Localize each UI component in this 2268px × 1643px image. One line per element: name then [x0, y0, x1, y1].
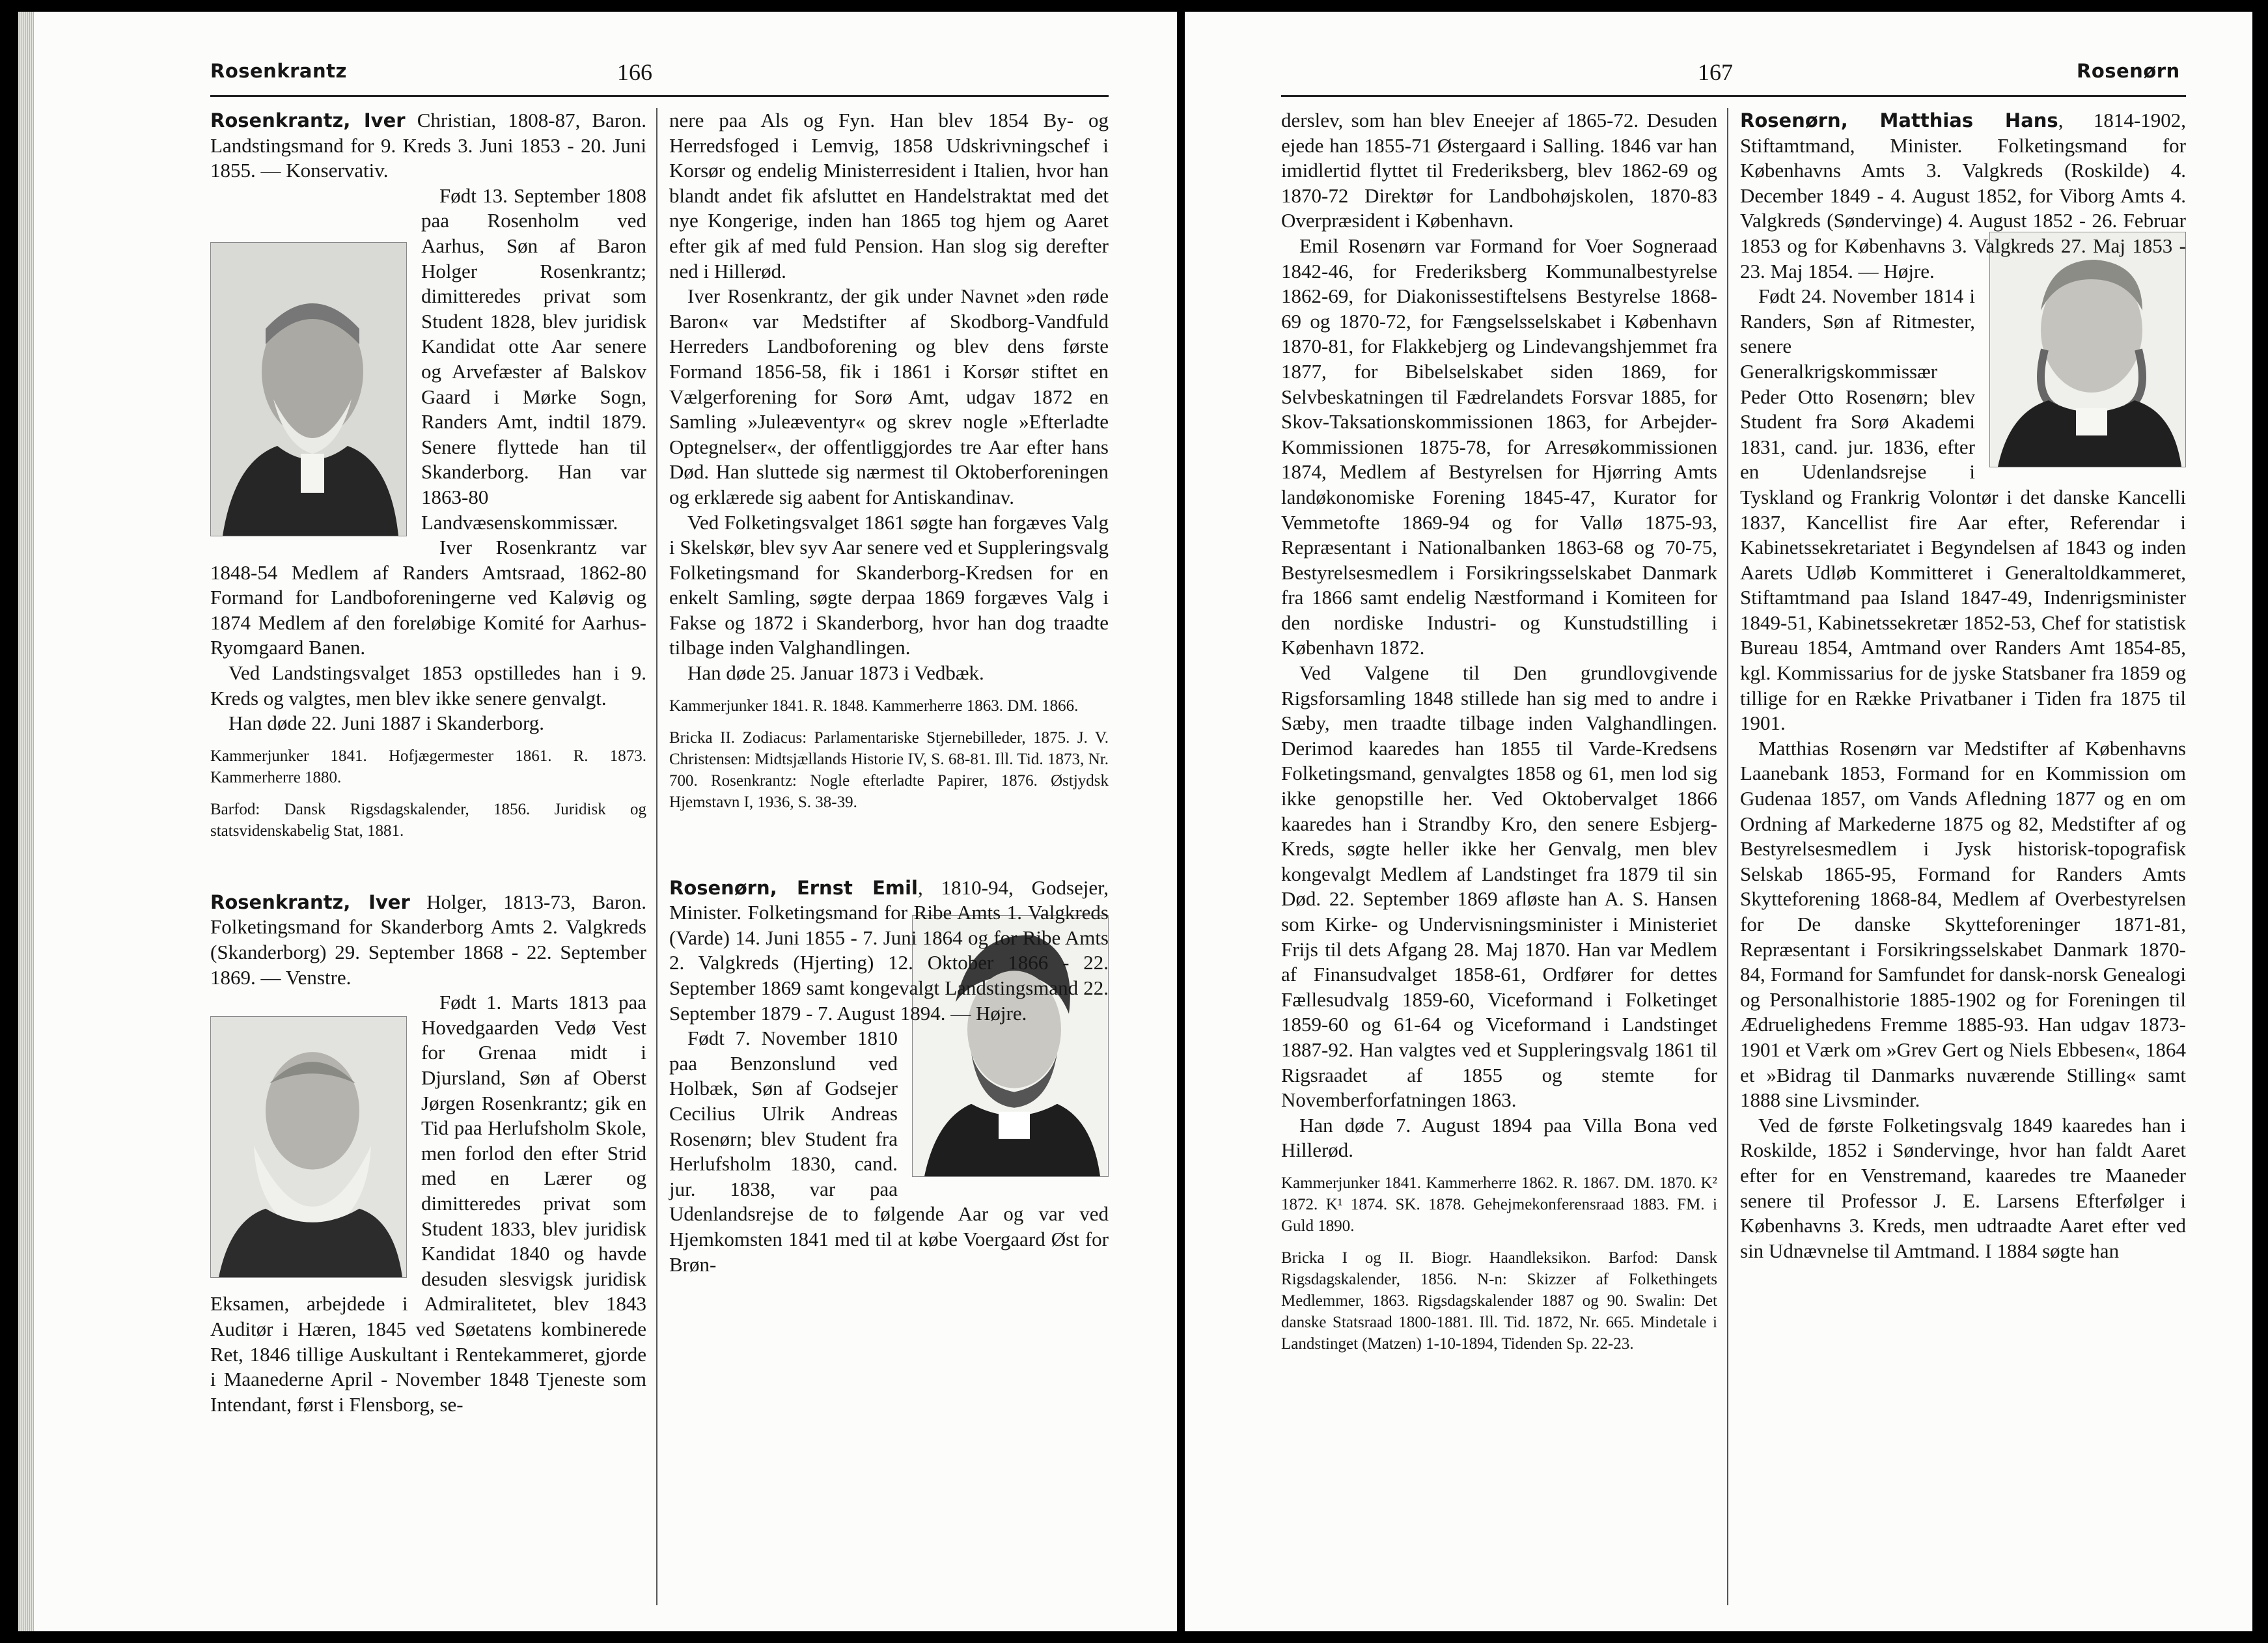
entry-body-paragraph: derslev, som han blev Eneejer af 1865-72. Desuden ejede han 1855-71 Østergaard i Salling. 1846 var han imidlertid flyttet til Frederiksberg, blev 1862-69 og 1870-72 Direktør for Landbohøjskolen, 1870-83 Overpræsident i København.: [1281, 109, 1717, 232]
running-head-right: Rosenørn: [2077, 60, 2180, 82]
column-divider: [1727, 108, 1728, 1605]
entry-body-paragraph: Ved Landstingsvalget 1853 opstilledes han i 9. Kreds og valgtes, men blev ikke senere genvalgt.: [210, 661, 646, 710]
entry-titles: Kammerjunker 1841. R. 1848. Kammerherre 1863. DM. 1866.: [669, 697, 1079, 715]
left-page: [18, 12, 1177, 1631]
page-number-left: 166: [617, 59, 652, 85]
portrait-iver-christian-rosenkrantz: [210, 242, 407, 536]
entry-body-paragraph: Ved de første Folketingsvalg 1849 kaaredes han i Roskilde, 1852 i Søndervinge, hvor han faldt Aaret efter for en Venstremand, kaaredes tre Maaneder senere til Professor J. E. Larsens Efterfølger i Københavns 3. Kreds, men udtraadte Aaret efter ved sin Udnævnelse til Amtmand. I 1884 søgte han: [1740, 1113, 2186, 1262]
entry-sources: Bricka II. Zodiacus: Parlamentariske Stjernebilleder, 1875. J. V. Christensen: Midtsjællands Historie IV, S. 68-81. Ill. Tid. 1873, Nr. 700. Rosenkrantz: Nogle efterladte Papirer, 1876. Østjydsk Hjemstavn I, 1936, S. 38-39.: [669, 728, 1109, 811]
column-left-1: [210, 108, 646, 1625]
portrait-iver-holger-rosenkrantz: [210, 1016, 407, 1278]
column-divider: [656, 108, 657, 1605]
entry-titles: Kammerjunker 1841. Hofjægermester 1861. R. 1873. Kammerherre 1880.: [210, 747, 646, 786]
entry-titles: Kammerjunker 1841. Kammerherre 1862. R. 1867. DM. 1870. K² 1872. K¹ 1874. SK. 1878. Gehejmekonferensraad 1883. FM. i Guld 1890.: [1281, 1174, 1717, 1235]
entry-heading-text: , 1814-1902, Stiftamtmand, Minister. Folketingsmand for Københavns Amts 3. Valgkreds (Roskilde) 4. December 1849 - 4. August 1852, for Viborg Amts 4. Valgkreds (Søndervinge) 4. August 1852 - 26. Februar 1853 og for Københavns 3. Valgkreds 27. Maj 1853 - 23. Maj 1854. — Højre.: [1740, 109, 2186, 283]
entry-sources: Bricka I og II. Biogr. Haandleksikon. Barfod: Dansk Rigsdagskalender, 1856. N-n: Skizzer af Folkethingets Medlemmer, 1863. Rigsdagskalender 1887 og 90. Swalin: Det danske Statsraad 1800-1881. Ill. Tid. 1872, Nr. 665. Mindetale i Landstinget (Matzen) 1-10-1894, Tidenden Sp. 22-23.: [1281, 1249, 1717, 1353]
column-right-1: [1281, 108, 1717, 1625]
portrait-matthias-hans-rosenorn: [1989, 232, 2186, 467]
entry-body-paragraph: nere paa Als og Fyn. Han blev 1854 By- og Herredsfoged i Lemvig, 1858 Udskrivningschef i Korsør og endelig Ministerresident i Italien, hvor han blandt andet fik afsluttet en Handelstraktat med det nye Kongerige, inden han 1865 tog hjem og Aaret efter gik af med fuld Pension. Han slog sig derefter ned i Hillerød.: [669, 109, 1109, 283]
header-rule: [210, 95, 1109, 97]
entry-body-paragraph: Matthias Rosenørn var Medstifter af Københavns Laanebank 1853, Formand for en Kommission om Gudenaa 1857, om Vands Afledning 1877 og en om Ordning af Markederne 1875 og 82, Medstifter af og Bestyrelsesmedlem i Jysk historisk-topografisk Selskab 1865-95, Formand for Randers Amts Skytteforening 1868-84, Medlem af Overbestyrelsen for De danske Skytteforeninger 1871-81, Repræsentant i Forsikringsselskabet Danmark 1870-84, Formand for Samfundet for dansk-norsk Genealogi og Personalhistorie 1885-1902 og for Foreningen til Ædruelighedens Fremme 1885-93. Han udgav 1873-1901 et Værk om »Grev Gert og Niels Ebbesen«, 1864 et »Bidrag til Danmarks nuværende Stilling« samt 1888 sine Livsminder.: [1740, 736, 2186, 1112]
entry-rosenkrantz-iver-christian: [210, 108, 646, 184]
entry-body-paragraph: Født 24. November 1814 i Randers, Søn af Ritmester, senere Generalkrigskommissær Peder Otto Rosenørn; blev Student fra Sorø Akademi 1831, cand. jur. 1836, efter en Udenlandsrejse i Tyskland og Frankrig Volontør i det danske Kancelli 1837, Kancellist fire Aar efter, Referendar i Kabinetssekretariatet i Begyndelsen af 1843 og inden Aarets Udløb Kommitteret i Generaltoldkammeret, Stiftamtmand paa Island 1847-49, Indenrigsminister 1849-51, Kabinetssekretær 1852-53, Chef for statistisk Bureau 1854, Amtmand over Randers Amt 1854-85, kgl. Kommissarius for de jyske Statsbaner fra 1859 og tillige for en Række Privatbaner i Tiden fra 1875 til 1901.: [1740, 284, 2186, 735]
entry-heading-text: Christian, 1808-87, Baron. Landstingsmand for 9. Kreds 3. Juni 1853 - 20. Juni 1855. — Konservativ.: [210, 109, 647, 182]
entry-body-paragraph: Født 13. September 1808 paa Rosenholm ved Aarhus, Søn af Baron Holger Rosenkrantz; dimitteredes privat som Student 1828, blev juridisk Kandidat otte Aar senere og Arvefæster af Balskov Gaard i Mørke Sogn, Randers Amt, indtil 1879. Senere flyttede han til Skanderborg. Han var 1863-80 Landvæsenskommissær.: [421, 184, 646, 534]
entry-heading-text: Holger, 1813-73, Baron. Folketingsmand for Skanderborg Amts 2. Valgkreds (Skanderborg) 29. September 1868 - 22. September 1869. — Venstre.: [210, 890, 646, 989]
entry-rosenkrantz-iver-holger: [210, 890, 646, 990]
entry-body-paragraph: Ved Folketingsvalget 1861 søgte han forgæves Valg i Skelskør, blev syv Aar senere ved et Suppleringsvalg Folketingsmand for Skanderborg-Kredsen for en enkelt Samling, søgte derpaa 1869 forgæves Valg i Fakse og 1872 i Skanderborg, hvor han dog traadte tilbage inden Valghandlingen.: [669, 510, 1109, 659]
entry-body-paragraph: Emil Rosenørn var Formand for Voer Sogneraad 1842-46, for Frederiksberg Kommunalbestyrelse 1862-69, for Diakonissestiftelsens Bestyrelse 1868-69 og 1870-72, for Fængselsselskabet i København 1870-81, for Flakkebjerg og Lindevangshjemmet fra 1877, for Bibelselskabet siden 1869, for Selvbeskatningen til Fædrelandets Forsvar 1885, for Skov-Taksationskommissionen 1863, for Arbejder-Kommissionen 1875-78, for Arresøkommissionen 1874, Medlem af Bestyrelsen for Hjørring Amts landøkonomiske Forening 1845-47, Kurator for Vemmetofte 1869-94 og for Vallø 1875-93, Repræsentant i Nationalbanken 1863-68 og 70-75, Bestyrelsesmedlem i Forsikringsselskabet Danmark fra 1866 samt endelig Næstformand i Komiteen for den nordiske Industri- og Kunstudstilling i København 1872.: [1281, 234, 1717, 659]
header-rule: [1281, 95, 2186, 97]
entry-name: Rosenørn, Matthias Hans: [1740, 109, 2058, 131]
entry-body-paragraph: Iver Rosenkrantz var 1848-54 Medlem af Randers Amtsraad, 1862-80 Formand for Landboforeningerne ved Kaløvig og 1874 Medlem af den foreløbige Komité for Aarhus-Ryomgaard Banen.: [210, 536, 646, 659]
page-number-right: 167: [1698, 59, 1733, 85]
entry-heading-text: , 1810-94, Godsejer, Minister. Folketingsmand for Ribe Amts 1. Valgkreds (Varde) 14. Juni 1855 - 7. Juni 1864 og for Ribe Amts 2. Valgkreds (Hjerting) 12. Oktober 1866 - 22. September 1869 samt kongevalgt Landstingsmand 22. September 1879 - 7. August 1894. — Højre.: [669, 876, 1109, 1025]
entry-name: Rosenkrantz, Iver: [210, 891, 410, 913]
entry-death-line: Han døde 22. Juni 1887 i Skanderborg.: [228, 711, 545, 735]
right-page: [1185, 12, 2252, 1631]
entry-sources: Barfod: Dansk Rigsdagskalender, 1856. Juridisk og statsvidenskabelig Stat, 1881.: [210, 800, 646, 840]
entry-body-paragraph: Ved Valgene til Den grundlovgivende Rigsforsamling 1848 stillede han sig med to andre i Sæby, men traadte tilbage inden Valghandlingen. Derimod kaaredes han 1855 til Varde-Kredsens Folketingsmand, genvalgtes 1858 og 61, men lod sig ikke genopstille her. Ved Oktobervalget 1866 kaaredes han i Strandby Kro, den senere Esbjerg-Kreds, søgte heller ikke her Genvalg, men blev kongevalgt Medlem af Landstinget fra 1879 til sin Død. 22. September 1869 afløste han A. S. Hansen som Kirke- og Undervisningsminister i Ministeriet Frijs til dets Afgang 28. Maj 1870. Han var Medlem af Finansudvalget 1858-61, Ordfører for dettes Fællesudvalg 1859-60, Viceformand i Folketinget 1859-60 og 61-64 og Viceformand i Landstinget 1887-92. Han valgtes ved et Suppleringsvalg 1861 til Rigsraadet af 1855 og stemte for Novemberforfatningen 1863.: [1281, 661, 1717, 1112]
entry-body-paragraph: Født 1. Marts 1813 paa Hovedgaarden Vedø Vest for Grenaa midt i Djursland, Søn af Oberst Jørgen Rosenkrantz; gik en Tid paa Herlufsholm Skole, men forlod den efter Strid med en Lærer og dimitteredes privat som Student 1833, blev juridisk Kandidat 1840 og havde desuden slesvigsk juridisk Eksamen, arbejdede i Admiralitetet, blev 1843 Auditør i Hæren, 1845 ved Søetatens kombinerede Ret, 1846 tillige Auskultant i Rentekammeret, gjorde i Maanederne April - November 1848 Tjeneste som Intendant, først i Flensborg, se-: [210, 991, 646, 1416]
entry-name: Rosenørn, Ernst Emil: [669, 876, 918, 899]
column-right-2: [1740, 108, 2186, 1625]
entry-rosenorn-matthias-hans: [1740, 108, 2186, 284]
running-head-left: Rosenkrantz: [210, 60, 347, 82]
entry-body-paragraph: Født 7. November 1810 paa Benzonslund ved Holbæk, Søn af Godsejer Cecilius Ulrik Andreas Rosenørn; blev Student fra Herlufsholm 1830, cand. jur. 1838, var paa Udenlandsrejse de to følgende Aar og var ved Hjemkomsten 1841 med til at købe Voergaard Øst for Brøn-: [669, 1027, 1109, 1276]
column-left-2: [669, 108, 1109, 1625]
entry-death-line: Han døde 7. August 1894 paa Villa Bona ved Hillerød.: [1281, 1113, 1717, 1162]
entry-name: Rosenkrantz, Iver: [210, 109, 406, 131]
entry-death-line: Han døde 25. Januar 1873 i Vedbæk.: [687, 661, 984, 685]
page-edge-strip: [18, 12, 34, 1631]
entry-body-paragraph: Iver Rosenkrantz, der gik under Navnet »den røde Baron« var Medstifter af Skodborg-Vandfuld Herreders Landboforening og blev dens første Formand 1856-58, fik i 1861 i Korsør stiftet en Vælgerforening for Sorø Amt, udgav 1872 en Samling »Juleæventyr« og skrev nogle »Efterladte Optegnelser«, der offentliggjordes tre Aar efter hans Død. Han sluttede sig nærmest til Oktoberforeningen og erklærede sig aabent for Antiskandinav.: [669, 284, 1109, 508]
